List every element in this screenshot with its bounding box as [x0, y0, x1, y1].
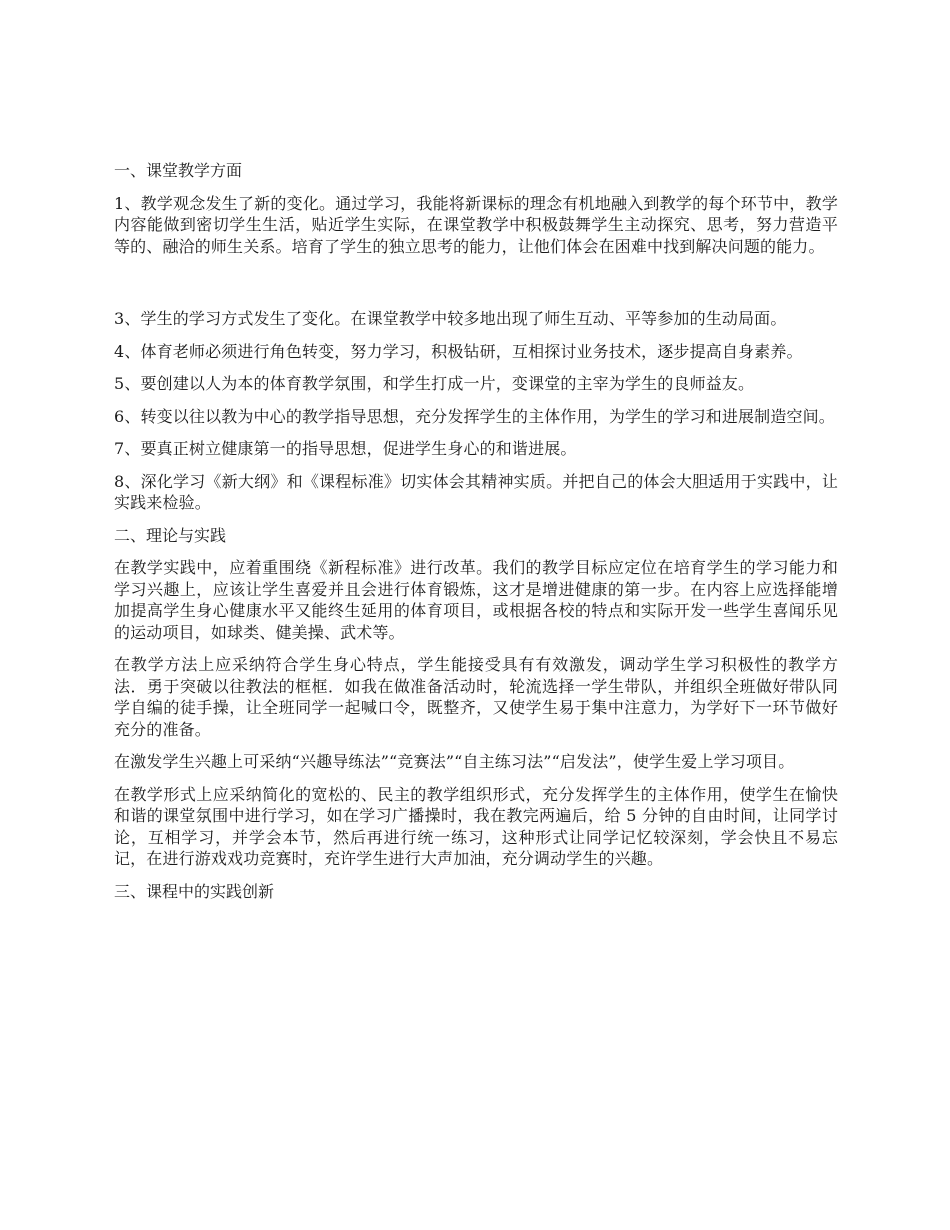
document-page: [114, 160, 838, 913]
section-heading-1: 一、课堂教学方面: [114, 161, 243, 180]
paragraph-11: 在激发学生兴趣上可采纳“兴趣导练法”“竞赛法”“自主练习法”“启发法”，使学生爱上学习项目。: [114, 752, 795, 771]
section-heading-2: 二、理论与实践: [114, 525, 227, 545]
paragraph-5: 5、要创建以人为本的体育教学氛围，和学生打成一片，变课堂的主宰为学生的良师益友。: [114, 374, 755, 393]
paragraph-7: 7、要真正树立健康第一的指导思想，促进学生身心的和谐进展。: [114, 439, 577, 458]
section-heading-3: 三、课程中的实践创新: [114, 881, 275, 901]
paragraph-12: 在教学形式上应采纳简化的宽松的、民主的教学组织形式，充分发挥学生的主体作用，使学生在愉快和谐的课堂氛围中进行学习，如在学习广播操时，我在教完两遍后，给 5 分钟的自由时间，让同学讨论，互相学习，并学会本节，然后再进行统一练习，这种形式让同学记忆较深刻，学会快且不易忘记，在进行游戏戏功竞赛时，充许学生进行大声加油，充分调动学生的兴趣。: [114, 784, 838, 868]
paragraph-9: 在教学实践中，应着重围绕《新程标准》进行改革。我们的教学目标应定位在培育学生的学习能力和学习兴趣上，应该让学生喜爱并且会进行体育锻炼，这才是增进健康的第一步。在内容上应选择能增加提高学生身心健康水平又能终生延用的体育项目，或根据各校的特点和实际开发一些学生喜闻乐见的运动项目，如球类、健美操、武术等。: [114, 558, 838, 642]
paragraph-8: 8、深化学习《新大纲》和《课程标准》切实体会其精神实质。并把自己的体会大胆适用于实践中，让实践来检验。: [114, 471, 838, 512]
paragraph-6: 6、转变以往以教为中心的教学指导思想，充分发挥学生的主体作用，为学生的学习和进展制造空间。: [114, 406, 835, 426]
paragraph-3: 3、学生的学习方式发生了变化。在课堂教学中较多地出现了师生互动、平等参加的生动局面。: [114, 309, 787, 328]
paragraph-1: 1、教学观念发生了新的变化。通过学习，我能将新课标的理念有机地融入到教学的每个环节中，教学内容能做到密切学生生活，贴近学生实际，在课堂教学中积极鼓舞学生主动探究、思考，努力营造平等的、融洽的师生关系。培育了学生的独立思考的能力，让他们体会在困难中找到解决问题的能力。: [114, 193, 838, 256]
blank-gap: [114, 268, 838, 308]
paragraph-10: 在教学方法上应采纳符合学生身心特点，学生能接受具有有效激发，调动学生学习积极性的教学方法．勇于突破以往教法的框框．如我在做准备活动时，轮流选择一学生带队，并组织全班做好带队同学自编的徒手操，让全班同学一起喊口令，既整齐，又使学生易于集中注意力，为学好下一环节做好充分的准备。: [114, 655, 838, 739]
paragraph-4: 4、体育老师必须进行角色转变，努力学习，积极钻研，互相探讨业务技术，逐步提高自身素养。: [114, 341, 803, 361]
